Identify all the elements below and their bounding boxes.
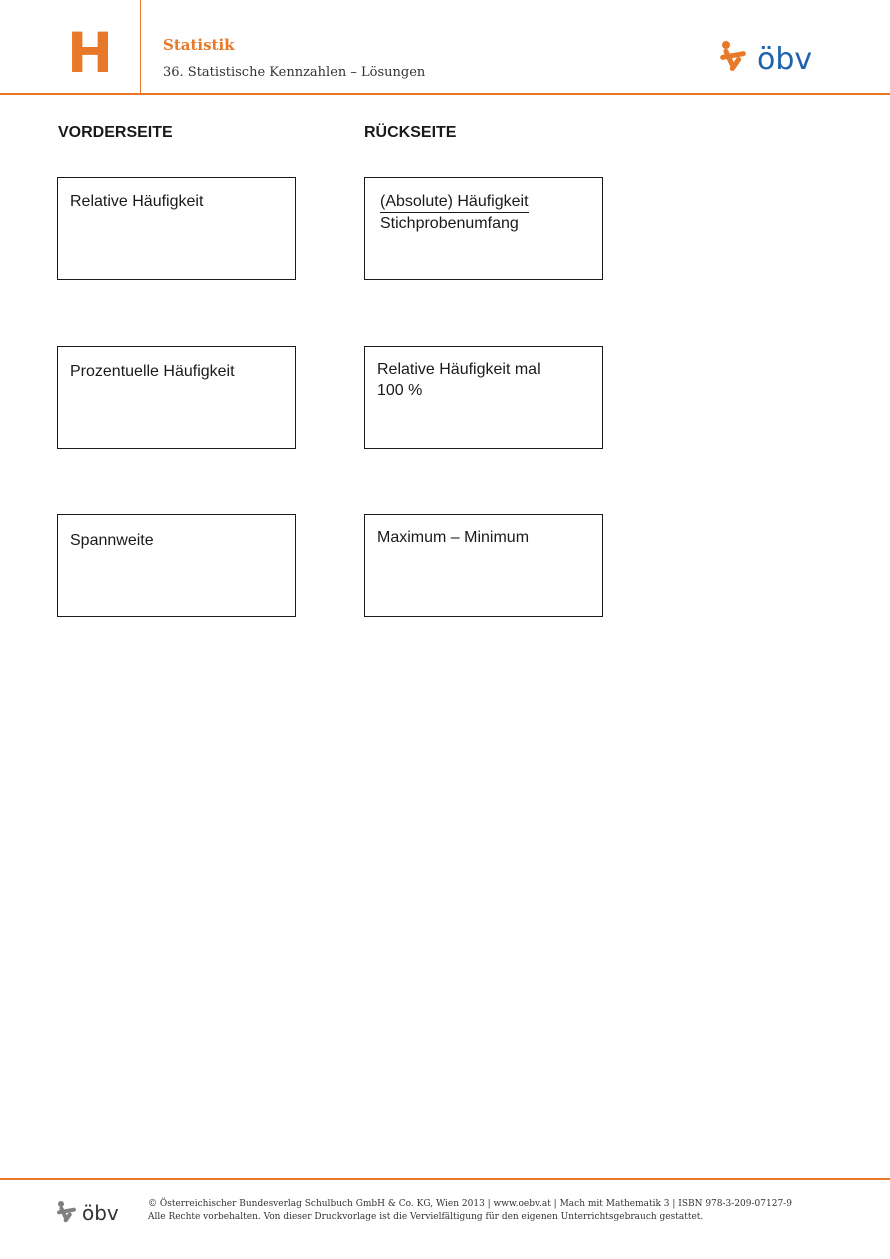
subject-title: Statistik <box>163 36 235 54</box>
footer-oebv-logo <box>56 1200 126 1224</box>
footer-line-1: © Österreichischer Bundesverlag Schulbuch GmbH & Co. KG, Wien 2013 | www.oebv.at | Mach mit Mathematik 3 | ISBN 978-3-209-07127-9 <box>148 1199 792 1209</box>
card-back-relative-frequency <box>364 177 603 280</box>
card-back-percentage-frequency <box>364 346 603 449</box>
card-front-text: Relative Häufigkeit <box>70 193 204 210</box>
chapter-title: 36. Statistische Kennzahlen – Lösungen <box>163 65 426 80</box>
header-divider-vertical <box>140 0 141 94</box>
footer-copyright <box>148 1198 792 1224</box>
back-heading: RÜCKSEITE <box>364 124 457 141</box>
oebv-logo-text: öbv <box>757 42 813 74</box>
card-back-line: Relative Häufigkeit mal <box>377 361 541 378</box>
footer-divider <box>0 1178 890 1180</box>
card-back-line: 100 % <box>377 382 423 399</box>
oebv-logo <box>718 40 822 74</box>
card-back-text: Maximum – Minimum <box>377 529 530 546</box>
card-front-text: Spannweite <box>70 532 154 549</box>
card-back-range <box>364 514 603 617</box>
oebv-star-icon <box>720 41 746 72</box>
footer-line-2: Alle Rechte vorbehalten. Von dieser Druckvorlage ist die Vervielfältigung für den eigenen Unterrichtsgebrauch gestattet. <box>148 1212 704 1222</box>
header-divider <box>0 93 890 95</box>
footer-logo-text: öbv <box>82 1201 119 1224</box>
footer-star-icon <box>57 1201 76 1223</box>
card-front-percentage-frequency <box>57 346 296 449</box>
card-front-text: Prozentuelle Häufigkeit <box>70 363 235 380</box>
card-front-range <box>57 514 296 617</box>
card-front-relative-frequency <box>57 177 296 280</box>
fraction-numerator: (Absolute) Häufigkeit <box>380 192 529 213</box>
chapter-letter: H <box>67 21 114 85</box>
fraction-denominator: Stichprobenumfang <box>380 215 519 232</box>
front-heading: VORDERSEITE <box>58 124 173 141</box>
